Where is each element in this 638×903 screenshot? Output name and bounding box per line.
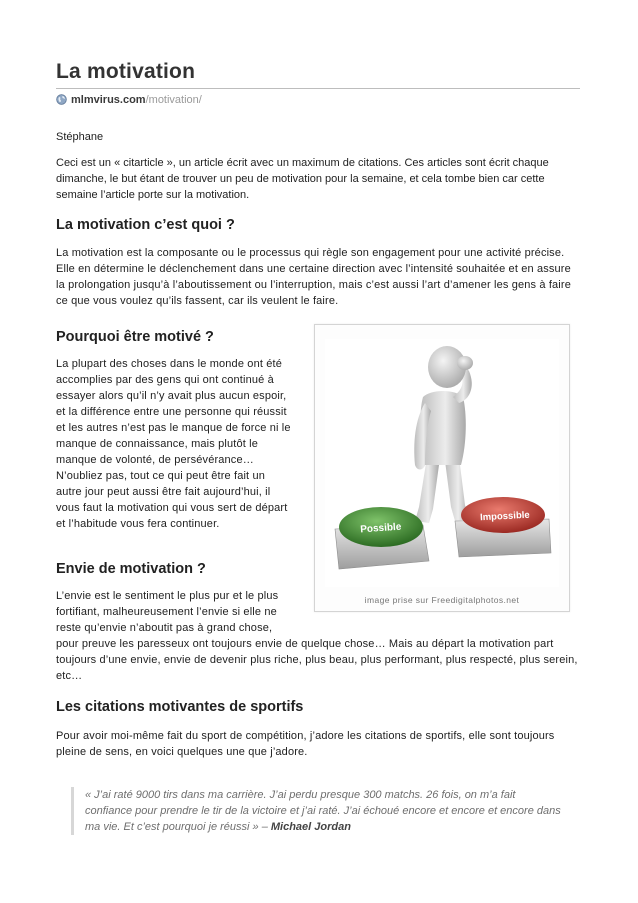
article-figure	[314, 324, 570, 612]
source-host: mlmvirus.com	[71, 94, 146, 106]
title-divider	[56, 88, 580, 89]
heading-motivation: La motivation c’est quoi ?	[56, 217, 235, 233]
heading-citations: Les citations motivantes de sportifs	[56, 699, 304, 715]
paragraph-pourquoi: La plupart des choses dans le monde ont été accomplies par des gens qui ont continué à essayer alors qu’il n’y avait plus aucun espoir, et la différence entre une personne qui réussit et les autres n’est pas le manque de force ni le manque de connaissance, mais plutôt le manque de volonté, de persévérance… N’oubliez pas, tout ce qui peut être fait un autre jour peut aussi être fait aujourd’hui, il vous faut la motivation qui vous sert de départ et l’habitude vous fera continuer.	[56, 358, 291, 530]
quote-author: Michael Jordan	[270, 821, 351, 833]
globe-icon	[56, 94, 67, 105]
heading-envie: Envie de motivation ?	[56, 561, 206, 577]
source-path: /motivation/	[145, 94, 202, 106]
intro-paragraph: Ceci est un « citarticle », un article écrit avec un maximum de citations. Ces articles sont écrit chaque dimanche, le but étant de trouver un peu de motivation pour la semaine, et cela tombe bien car cette semaine l’article porte sur la motivation.	[56, 157, 549, 201]
quote-body: « J’ai raté 9000 tirs dans ma carrière. J’ai perdu presque 300 matchs. 26 fois, on m’a fait confiance pour prendre le tir de la victoire et j’ai raté. J’ai échoué encore et encore et encore dans ma vie. Et c’est pourquoi je réussi » –	[85, 789, 561, 833]
paragraph-envie-part1: L’envie est le sentiment le plus pur et le plus fortifiant, malheureusement l’envie si elle ne reste qu’envie n’aboutit pas à grand chose,	[56, 590, 279, 634]
figure-illustration	[315, 325, 569, 591]
paragraph-envie-part2: pour preuve les paresseux ont toujours envie de quelque chose… Mais au départ la motivation part toujours d’une envie, envie de devenir plus riche, plus beau, plus performant, plus respecté, plus serein, etc…	[56, 638, 578, 682]
button-impossible-label: Impossible	[479, 509, 530, 524]
heading-pourquoi: Pourquoi être motivé ?	[56, 329, 214, 345]
paragraph-citations: Pour avoir moi-même fait du sport de compétition, j’adore les citations de sportifs, elle sont toujours pleine de sens, en voici quelques une que j’adore.	[56, 730, 555, 758]
source-link[interactable]	[56, 93, 202, 107]
figure-credit: image prise sur Freedigitalphotos.net	[364, 595, 520, 605]
quote-text	[85, 787, 565, 835]
quote-block	[71, 787, 565, 835]
page-title: La motivation	[56, 60, 196, 83]
author-name: Stéphane	[56, 131, 104, 143]
button-possible-label: Possible	[359, 521, 402, 536]
paragraph-motivation: La motivation est la composante ou le processus qui règle son engagement pour une activité précise. Elle en détermine le déclenchement dans une certaine direction avec l’intensité souhaitée et en assure la prolongation jusqu’à l’aboutissement ou l’interruption, mais c’est aussi l’art d’amener les gens à faire ce que vous voulez qu’ils fassent, car ils veulent le faire.	[56, 247, 571, 307]
